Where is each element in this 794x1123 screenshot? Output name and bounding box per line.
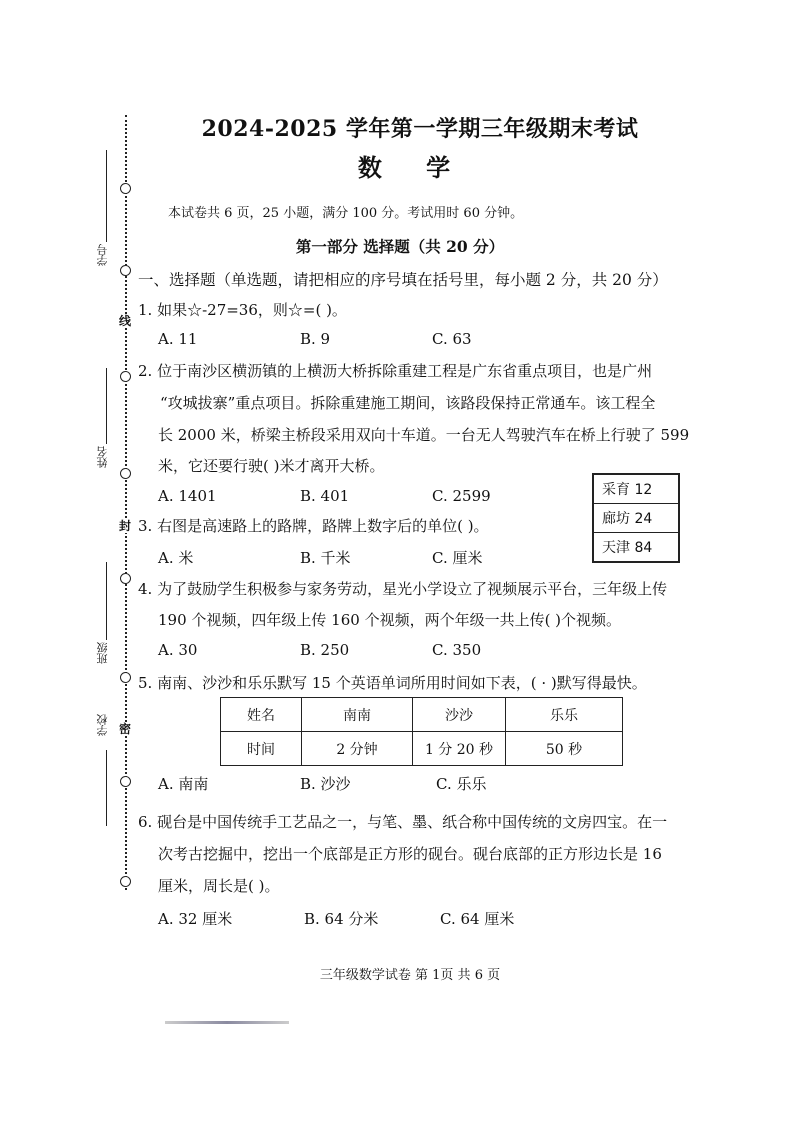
question-4-option-c[interactable]: C. 350: [432, 641, 482, 659]
table-row: [221, 732, 623, 766]
table-cell: 50 秒: [506, 732, 623, 766]
class-label: 班级: [96, 642, 109, 664]
student-id-label: 学号: [96, 244, 109, 266]
table-cell: 乐乐: [506, 698, 623, 732]
exam-instructions: 本试卷共 6 页，25 小题，满分 100 分。考试用时 60 分钟。: [168, 206, 524, 221]
binding-line: [125, 115, 127, 890]
road-sign-row: [593, 504, 679, 533]
name-label: 姓名: [96, 446, 109, 468]
binding-ring: [120, 183, 131, 194]
name-underline: [106, 368, 107, 444]
question-6-option-b[interactable]: B. 64 分米: [304, 910, 379, 928]
binding-ring: [120, 468, 131, 479]
table-cell: 1 分 20 秒: [413, 732, 506, 766]
question-6-option-a[interactable]: A. 32 厘米: [158, 910, 233, 928]
question-6-text: 次考古挖掘中，挖出一个底部是正方形的砚台。砚台底部的正方形边长是 16: [158, 845, 662, 863]
binding-mark-line: 线: [119, 314, 132, 328]
question-2-text: “攻城拔寨”重点项目。拆除重建施工期间，该路段保持正常通车。该工程全: [160, 394, 656, 412]
road-sign-entry: 天津 84: [593, 533, 679, 563]
table-cell: 时间: [221, 732, 302, 766]
road-sign: [592, 473, 680, 563]
question-2-option-a[interactable]: A. 1401: [158, 487, 217, 505]
subject-title: 数 学: [357, 153, 469, 182]
binding-ring: [120, 371, 131, 382]
exam-title: 2024-2025 学年第一学期三年级期末考试: [201, 116, 639, 142]
question-5-option-b[interactable]: B. 沙沙: [300, 775, 351, 793]
question-2-option-c[interactable]: C. 2599: [432, 487, 491, 505]
question-6-option-c[interactable]: C. 64 厘米: [440, 910, 515, 928]
question-5-text: 5. 南南、沙沙和乐乐默写 15 个英语单词所用时间如下表，( · )默写得最快。: [138, 674, 647, 692]
school-label: 学校: [96, 714, 109, 736]
question-4-text: 4. 为了鼓励学生积极参与家务劳动，星光小学设立了视频展示平台，三年级上传: [138, 580, 668, 598]
binding-ring: [120, 672, 131, 683]
question-2-text: 长 2000 米，桥梁主桥段采用双向十车道。一台无人驾驶汽车在桥上行驶了 599: [158, 426, 690, 444]
scan-mark: [165, 1021, 289, 1024]
table-cell: 2 分钟: [302, 732, 413, 766]
road-sign-entry: 采育 12: [593, 474, 679, 504]
table-row: [221, 698, 623, 732]
road-sign-entry: 廊坊 24: [593, 504, 679, 533]
question-4-text: 190 个视频，四年级上传 160 个视频，两个年级一共上传( )个视频。: [158, 611, 622, 629]
question-2-option-b[interactable]: B. 401: [300, 487, 350, 505]
question-1-option-a[interactable]: A. 11: [158, 330, 198, 348]
question-5-option-a[interactable]: A. 南南: [158, 775, 209, 793]
binding-ring: [120, 265, 131, 276]
binding-mark-secret: 密: [119, 722, 132, 736]
road-sign-row: [593, 533, 679, 563]
question-3-option-c[interactable]: C. 厘米: [432, 549, 483, 567]
table-cell: 南南: [302, 698, 413, 732]
page-footer: 三年级数学试卷 第 1页 共 6 页: [319, 968, 501, 983]
binding-ring: [120, 573, 131, 584]
binding-ring: [120, 876, 131, 887]
question-6-text: 6. 砚台是中国传统手工艺品之一，与笔、墨、纸合称中国传统的文房四宝。在一: [138, 813, 668, 831]
time-table: [220, 697, 623, 766]
class-underline: [106, 562, 107, 640]
question-1-option-c[interactable]: C. 63: [432, 330, 472, 348]
question-4-option-a[interactable]: A. 30: [158, 641, 198, 659]
school-underline: [106, 750, 107, 826]
question-3-option-a[interactable]: A. 米: [158, 549, 194, 567]
table-cell: 沙沙: [413, 698, 506, 732]
question-1-option-b[interactable]: B. 9: [300, 330, 331, 348]
binding-ring: [120, 776, 131, 787]
question-6-text: 厘米，周长是( )。: [158, 877, 280, 895]
section-heading: 一、选择题（单选题，请把相应的序号填在括号里，每小题 2 分，共 20 分）: [138, 271, 668, 289]
question-2-text: 米，它还要行驶( )米才离开大桥。: [158, 457, 385, 475]
binding-mark-seal: 封: [119, 519, 132, 533]
question-3-text: 3. 右图是高速路上的路牌，路牌上数字后的单位( )。: [138, 517, 489, 535]
question-3-option-b[interactable]: B. 千米: [300, 549, 351, 567]
question-5-option-c[interactable]: C. 乐乐: [436, 775, 487, 793]
question-1-text: 1. 如果☆-27=36，则☆=( )。: [138, 301, 347, 319]
part-heading: 第一部分 选择题（共 20 分）: [295, 237, 505, 256]
road-sign-row: [593, 474, 679, 504]
question-2-text: 2. 位于南沙区横沥镇的上横沥大桥拆除重建工程是广东省重点项目，也是广州: [138, 362, 653, 380]
table-cell: 姓名: [221, 698, 302, 732]
question-4-option-b[interactable]: B. 250: [300, 641, 350, 659]
